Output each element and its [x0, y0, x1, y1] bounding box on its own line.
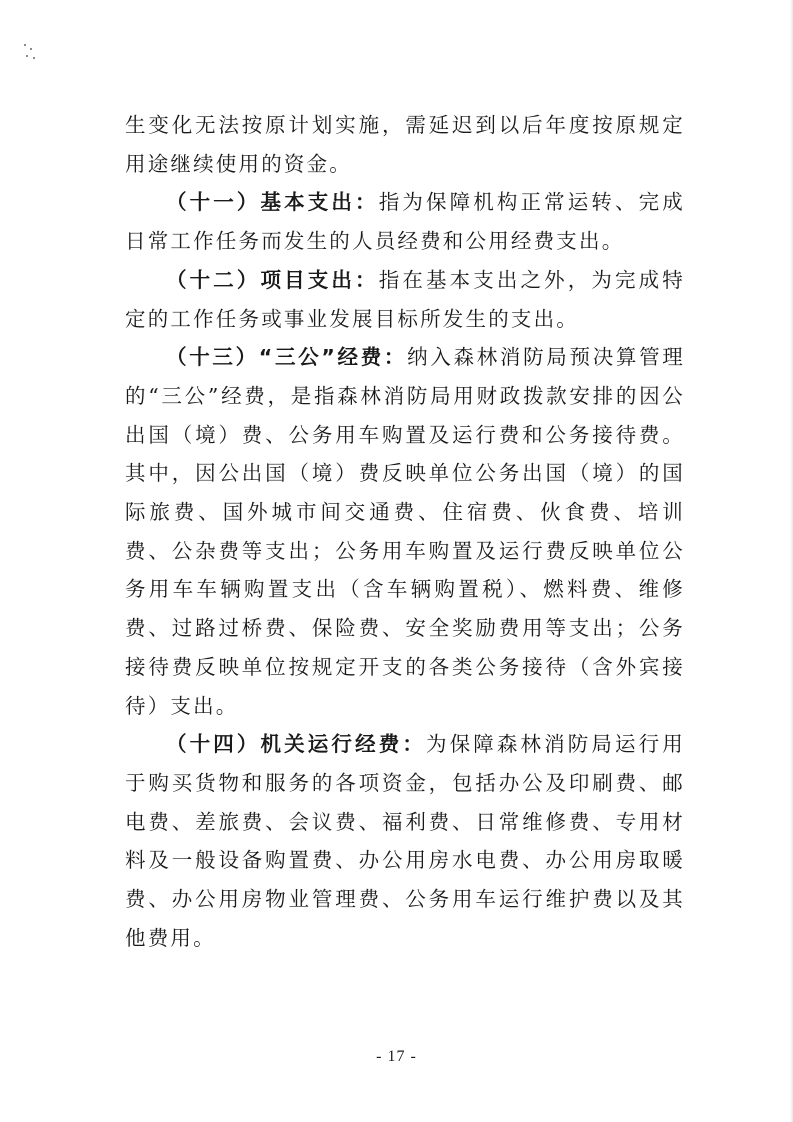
paragraph-text: 指在基本支出之外，为完成特定的工作任务或事业发展目标所发生的支出。	[125, 267, 685, 331]
paragraph-project-expenditure	[125, 261, 685, 338]
paragraph-operating-expenses	[125, 725, 685, 957]
paragraph-carryover	[125, 106, 685, 183]
paragraph-term: （十三）“三公”经费：	[166, 345, 408, 370]
page-number: - 17 -	[376, 1048, 417, 1065]
paragraph-text: 指为保障机构正常运转、完成日常工作任务而发生的人员经费和公用经费支出。	[125, 190, 685, 254]
paragraph-text: 生变化无法按原计划实施，需延迟到以后年度按原规定用途继续使用的资金。	[125, 113, 685, 176]
paragraph-term: （十一）基本支出：	[166, 190, 379, 215]
paragraph-three-public-expenses	[125, 338, 685, 725]
document-body	[125, 106, 685, 957]
paragraph-term: （十四）机关运行经费：	[166, 732, 426, 757]
paragraph-text: 为保障森林消防局运行用于购买货物和服务的各项资金，包括办公及印刷费、邮电费、差旅费、会议费、福利费、日常维修费、专用材料及一般设备购置费、办公用房水电费、办公用房取暖费、办公用房物业管理费、公务用车运行维护费以及其他费用。	[125, 732, 685, 950]
paragraph-text: 纳入森林消防局预决算管理的“三公”经费，是指森林消防局用财政拨款安排的因公出国（境）费、公务用车购置及运行费和公务接待费。其中，因公出国（境）费反映单位公务出国（境）的国际旅费、国外城市间交通费、住宿费、伙食费、培训费、公杂费等支出；公务用车购置及运行费反映单位公务用车车辆购置支出（含车辆购置税）、燃料费、维修费、过路过桥费、保险费、安全奖励费用等支出；公务接待费反映单位按规定开支的各类公务接待（含外宾接待）支出。	[125, 345, 685, 718]
paragraph-basic-expenditure	[125, 183, 685, 260]
paragraph-term: （十二）项目支出：	[166, 267, 379, 292]
scan-speck-mark	[24, 44, 38, 60]
